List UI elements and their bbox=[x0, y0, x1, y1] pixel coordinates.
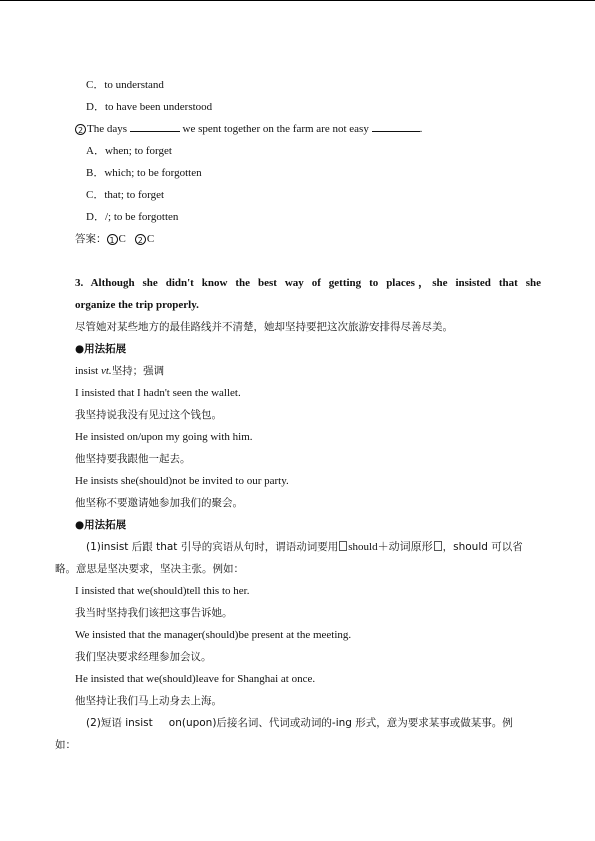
rule-1-line2: 略。意思是坚决要求，坚决主张。例如： bbox=[55, 563, 244, 575]
option-letter: D． bbox=[86, 211, 105, 223]
option-d-q2 bbox=[86, 210, 178, 224]
example-zh: 我当时坚持我们该把这事告诉她。 bbox=[75, 607, 233, 619]
answer-label: 答案： bbox=[75, 233, 107, 245]
option-text: to have been understood bbox=[104, 101, 213, 113]
option-text: to understand bbox=[104, 79, 164, 91]
answer-1: C bbox=[118, 233, 126, 245]
def-pos: vt. bbox=[100, 365, 112, 377]
rule-1-line1 bbox=[86, 540, 523, 554]
option-text: /; to be forgotten bbox=[104, 211, 179, 223]
example-en: I insisted that I hadn't seen the wallet. bbox=[75, 387, 241, 399]
example-zh: 他坚称不要邀请她参加我们的聚会。 bbox=[75, 497, 243, 509]
stem-end: . bbox=[419, 123, 423, 135]
option-d-q1 bbox=[86, 100, 212, 114]
option-letter: C． bbox=[86, 79, 105, 91]
example-zh: 他坚持要我跟他一起去。 bbox=[75, 453, 191, 465]
def-meaning: 坚持；强调 bbox=[111, 365, 165, 377]
option-a-q2 bbox=[86, 144, 172, 158]
example-zh: 他坚持让我们马上动身去上海。 bbox=[75, 695, 222, 707]
option-letter: D． bbox=[86, 101, 105, 113]
option-c-q2 bbox=[86, 188, 164, 202]
answer-blank-2 bbox=[372, 122, 420, 132]
example-zh: 我坚持说我没有见过这个钱包。 bbox=[75, 409, 222, 421]
section-3-heading-line1: 3. Although she didn't know the best way of getting to places，she insisted that she bbox=[75, 277, 541, 289]
usage-expansion-title-1: ●用法拓展 bbox=[75, 343, 127, 355]
stem-text-a: The days bbox=[87, 123, 128, 135]
option-text: which; to be forgotten bbox=[104, 167, 202, 179]
circled-number-1: 1 bbox=[107, 234, 118, 245]
definition-line bbox=[75, 364, 164, 378]
rule-1-text-a: (1)insist 后跟 that 引导的宾语从句时，谓语动词要用 bbox=[86, 541, 339, 553]
example-en: We insisted that the manager(should)be present at the meeting. bbox=[75, 629, 352, 641]
stem-text-b: we spent together on the farm are not easy bbox=[182, 123, 369, 135]
option-letter: B． bbox=[86, 167, 105, 179]
answer-line bbox=[75, 232, 154, 246]
answer-blank-1 bbox=[130, 122, 180, 132]
def-word: insist bbox=[75, 365, 101, 377]
option-text: when; to forget bbox=[104, 145, 172, 157]
bracket-box-icon bbox=[434, 541, 442, 551]
answer-2: C bbox=[146, 233, 155, 245]
page-top-border bbox=[0, 0, 595, 1]
question-stem-2 bbox=[75, 122, 422, 136]
circled-number-2: 2 bbox=[135, 234, 146, 245]
example-en: He insisted that we(should)leave for Shanghai at once. bbox=[75, 673, 316, 685]
rule-2-text-a: (2)短语 insist bbox=[86, 717, 153, 729]
section-3-heading-line2: organize the trip properly. bbox=[75, 299, 199, 311]
rule-2-text-b: on(upon)后接名词、代词或动词的-ing 形式，意为要求某事或做某事。例 bbox=[168, 717, 513, 729]
option-letter: C． bbox=[86, 189, 105, 201]
option-b-q2 bbox=[86, 166, 202, 180]
example-en: I insisted that we(should)tell this to her. bbox=[75, 585, 250, 597]
usage-expansion-title-2: ●用法拓展 bbox=[75, 519, 127, 531]
example-en: He insisted on/upon my going with him. bbox=[75, 431, 253, 443]
bracket-box-icon bbox=[339, 541, 347, 551]
rule-1-text-b: should＋动词原形 bbox=[348, 541, 433, 553]
example-zh: 我们坚决要求经理参加会议。 bbox=[75, 651, 212, 663]
rule-2-line2: 如： bbox=[55, 739, 76, 751]
section-3-translation: 尽管她对某些地方的最佳路线并不清楚，她却坚持要把这次旅游安排得尽善尽美。 bbox=[75, 321, 453, 333]
rule-2-line1 bbox=[86, 716, 513, 730]
option-c-q1 bbox=[86, 78, 164, 92]
example-en: He insists she(should)not be invited to our party. bbox=[75, 475, 289, 487]
option-letter: A． bbox=[86, 145, 105, 157]
option-text: that; to forget bbox=[104, 189, 165, 201]
circled-number-2: 2 bbox=[75, 124, 86, 135]
rule-1-text-c: ，should 可以省 bbox=[442, 541, 523, 553]
